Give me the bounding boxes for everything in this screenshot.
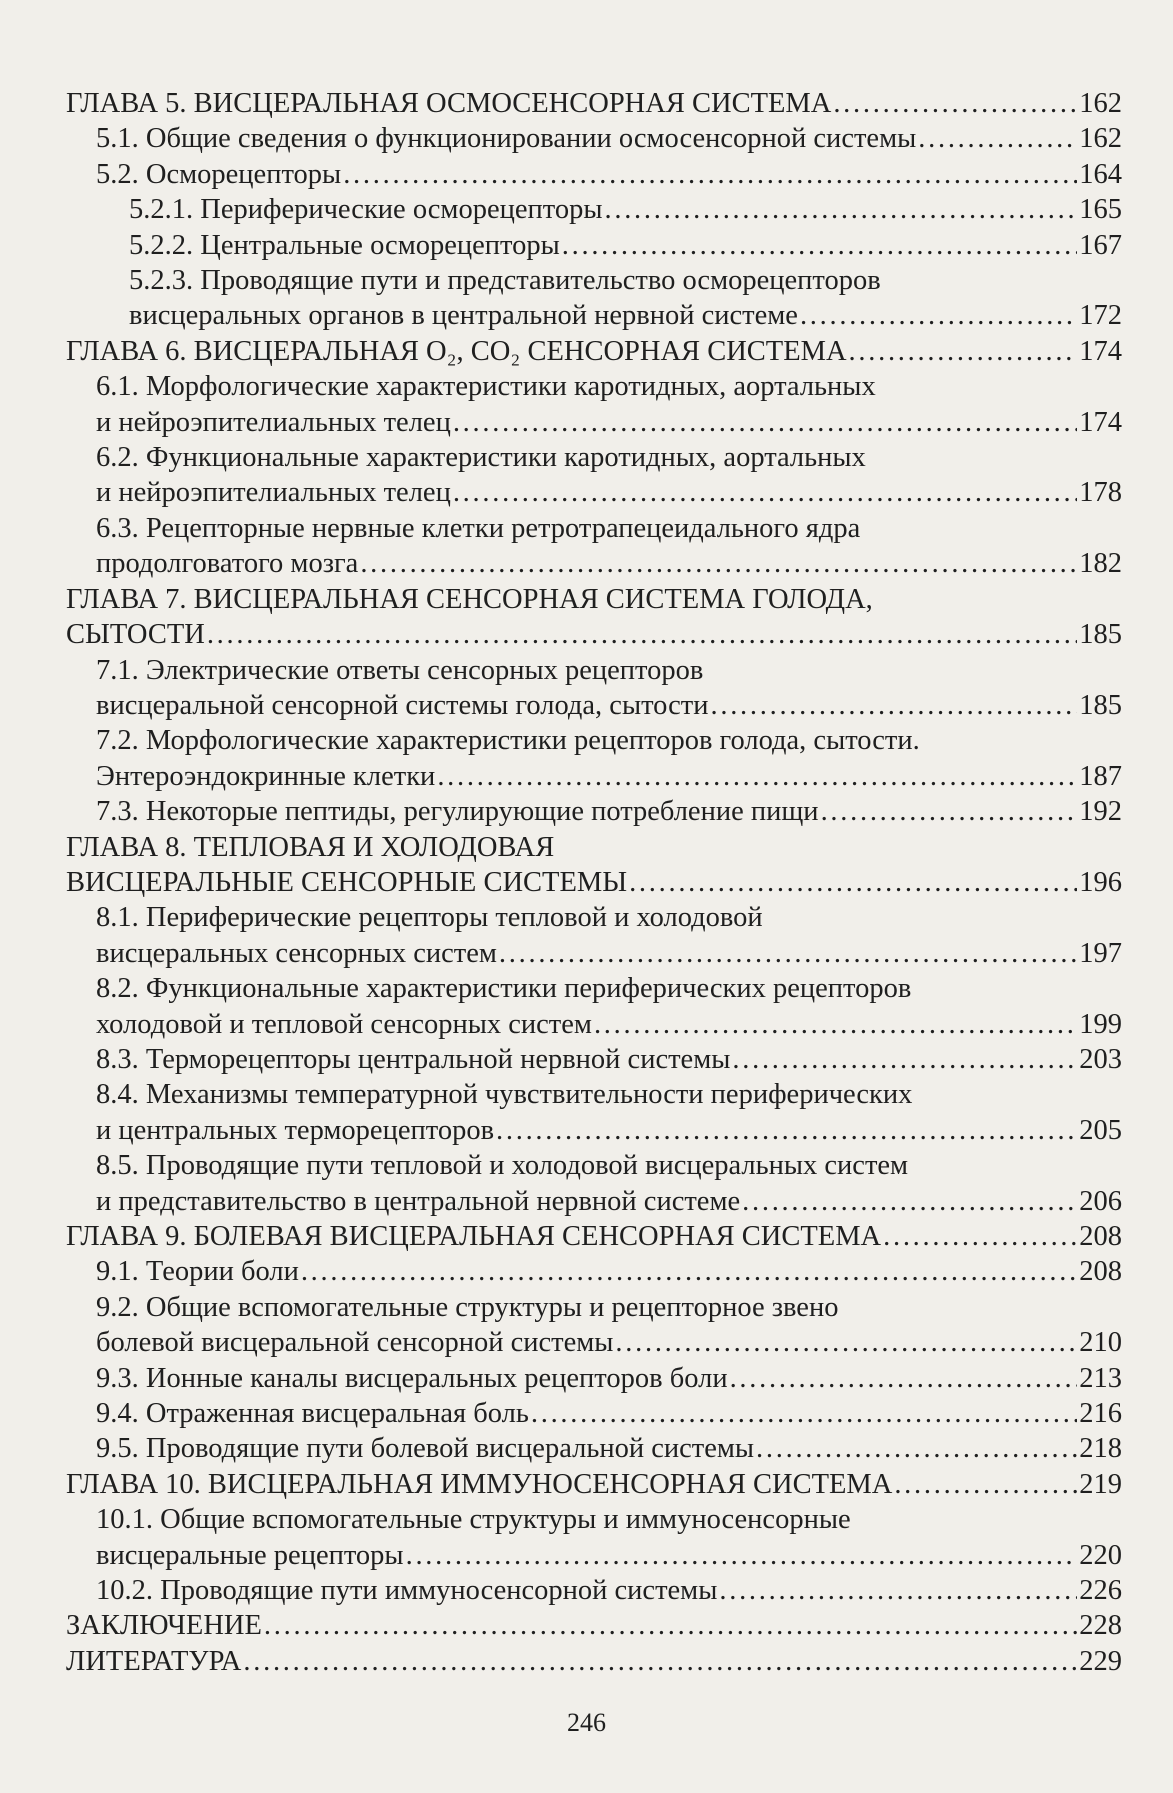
toc-line: 6.3. Рецепторные нервные клетки ретротрапецеидального ядра: [96, 512, 861, 544]
toc-entry-title: холодовой и тепловой сенсорных систем: [96, 1008, 592, 1040]
toc-entry-title: 9.5. Проводящие пути болевой висцеральной системы: [96, 1433, 755, 1465]
toc-page-number: 167: [1079, 229, 1122, 261]
dot-leader: [821, 794, 1078, 829]
toc-entry-line: [96, 1325, 1122, 1360]
toc-entry-line: [66, 1467, 1122, 1502]
toc-page-number: 174: [1079, 335, 1122, 367]
toc-page-number: 182: [1079, 548, 1122, 580]
toc-entry-line: [129, 192, 1122, 227]
toc-section: [66, 511, 1122, 582]
dot-leader: [360, 546, 1077, 581]
dot-leader: [594, 1007, 1077, 1042]
toc-page-number: 219: [1079, 1468, 1122, 1500]
toc-page-number: 197: [1079, 937, 1122, 969]
dot-leader: [207, 617, 1077, 652]
toc-line: 8.4. Механизмы температурной чувствительности периферических: [96, 1079, 913, 1111]
toc-page-number: 196: [1079, 866, 1122, 898]
toc-page-number: 199: [1079, 1008, 1122, 1040]
dot-leader: [742, 1184, 1077, 1219]
toc-chapter: [66, 1467, 1122, 1502]
dot-leader: [531, 1396, 1077, 1431]
dot-leader: [756, 1431, 1077, 1466]
toc-entry-title: 9.1. Теории боли: [96, 1256, 299, 1288]
toc-entry-line: [96, 688, 1122, 723]
toc-page-number: 210: [1079, 1327, 1122, 1359]
toc-subsection: [66, 192, 1122, 227]
toc-entry-title: продолговатого мозга: [96, 548, 359, 580]
toc-subsection: [66, 228, 1122, 263]
toc-section: [66, 971, 1122, 1042]
toc-page-number: 192: [1079, 796, 1122, 828]
toc-entry-line: [96, 1573, 1122, 1608]
toc-entry-title: висцеральные рецепторы: [96, 1539, 404, 1571]
dot-leader: [711, 688, 1078, 723]
toc-entry-title: висцеральных сенсорных систем: [96, 937, 497, 969]
toc-entry-line: [66, 617, 1122, 652]
toc-page-number: 162: [1079, 123, 1122, 155]
toc-entry-line: [96, 794, 1122, 829]
toc-page-number: 178: [1079, 477, 1122, 509]
toc-page-number: 226: [1079, 1575, 1122, 1607]
toc-entry-title: 5.2.1. Периферические осморецепторы: [129, 194, 603, 226]
dot-leader: [496, 1113, 1077, 1148]
toc-entry-title: ЛИТЕРАТУРА: [66, 1645, 242, 1677]
toc-page-number: 208: [1079, 1256, 1122, 1288]
toc-line: 8.2. Функциональные характеристики периферических рецепторов: [96, 973, 912, 1005]
dot-leader: [243, 1644, 1077, 1679]
toc-entry-title: висцеральных органов в центральной нервной системе: [129, 300, 798, 332]
toc-chapter: [66, 1219, 1122, 1254]
dot-leader: [730, 1361, 1078, 1396]
toc-section: [66, 157, 1122, 192]
page-number: 246: [567, 1708, 606, 1737]
toc-page-number: 174: [1079, 406, 1122, 438]
toc-chapter: [66, 582, 1122, 653]
toc-entry-line: [96, 121, 1122, 156]
dot-leader: [453, 405, 1077, 440]
toc-page-number: 205: [1079, 1114, 1122, 1146]
toc-line: ГЛАВА 7. ВИСЦЕРАЛЬНАЯ СЕНСОРНАЯ СИСТЕМА ГОЛОДА,: [66, 583, 873, 615]
toc-line: ГЛАВА 8. ТЕПЛОВАЯ И ХОЛОДОВАЯ: [66, 831, 555, 863]
toc-entry-line: [66, 1608, 1122, 1643]
toc-entry-title: ВИСЦЕРАЛЬНЫЕ СЕНСОРНЫЕ СИСТЕМЫ: [66, 866, 628, 898]
toc-chapter: [66, 1644, 1122, 1679]
toc-entry-line: [96, 405, 1122, 440]
toc-page-number: 228: [1079, 1610, 1122, 1642]
toc-page-number: 164: [1079, 158, 1122, 190]
toc-chapter: [66, 830, 1122, 901]
dot-leader: [883, 1219, 1077, 1254]
toc-entry-title: 7.3. Некоторые пептиды, регулирующие потребление пищи: [96, 796, 819, 828]
toc-entry-line: [66, 334, 1122, 369]
toc-entry-title: 5.1. Общие сведения о функционировании осмосенсорной системы: [96, 123, 917, 155]
toc-entry-title: 8.3. Терморецепторы центральной нервной системы: [96, 1043, 731, 1075]
toc-page-number: 213: [1079, 1362, 1122, 1394]
toc-line: 7.1. Электрические ответы сенсорных рецепторов: [96, 654, 704, 686]
toc-entry-title: Энтероэндокринные клетки: [96, 760, 436, 792]
toc-section: [66, 723, 1122, 794]
toc-page-number: 187: [1079, 760, 1122, 792]
toc-line: 7.2. Морфологические характеристики рецепторов голода, сытости.: [96, 725, 920, 757]
toc-chapter: [66, 86, 1122, 121]
dot-leader: [264, 1608, 1077, 1643]
toc-section: [66, 1573, 1122, 1608]
toc-page-number: 218: [1079, 1433, 1122, 1465]
toc-page-number: 165: [1079, 194, 1122, 226]
toc-entry-line: [66, 1644, 1122, 1679]
toc-section: [66, 900, 1122, 971]
dot-leader: [894, 1467, 1077, 1502]
toc-entry-title: висцеральной сенсорной системы голода, сытости: [96, 689, 709, 721]
toc-line: 6.1. Морфологические характеристики каротидных, аортальных: [96, 371, 876, 403]
toc-chapter: [66, 334, 1122, 369]
toc-entry-line: [96, 475, 1122, 510]
toc-entry-line: [66, 1219, 1122, 1254]
dot-leader: [605, 192, 1078, 227]
dot-leader: [562, 228, 1077, 263]
toc-section: [66, 1148, 1122, 1219]
toc-entry-line: [66, 865, 1122, 900]
dot-leader: [615, 1325, 1077, 1360]
dot-leader: [437, 759, 1077, 794]
toc-entry-title: ЗАКЛЮЧЕНИЕ: [66, 1610, 262, 1642]
dot-leader: [453, 475, 1077, 510]
toc-entry-line: [96, 1396, 1122, 1431]
toc-page-number: 216: [1079, 1398, 1122, 1430]
toc-section: [66, 653, 1122, 724]
toc-section: [66, 369, 1122, 440]
toc-entry-title: 5.2. Осморецепторы: [96, 158, 342, 190]
toc-entry-title: 9.3. Ионные каналы висцеральных рецепторов боли: [96, 1362, 728, 1394]
toc-entry-title: 10.2. Проводящие пути иммуносенсорной системы: [96, 1575, 718, 1607]
toc-entry-title: ГЛАВА 9. БОЛЕВАЯ ВИСЦЕРАЛЬНАЯ СЕНСОРНАЯ СИСТЕМА: [66, 1221, 882, 1252]
toc-page-number: 172: [1079, 300, 1122, 332]
toc-page-number: 208: [1079, 1221, 1122, 1252]
dot-leader: [833, 86, 1077, 121]
toc-entry-line: [96, 1007, 1122, 1042]
toc-entry-title: 9.4. Отраженная висцеральная боль: [96, 1398, 529, 1430]
toc-line: 10.1. Общие вспомогательные структуры и иммуносенсорные: [96, 1504, 851, 1536]
toc-section: [66, 1077, 1122, 1148]
toc-page-number: 162: [1079, 88, 1122, 119]
dot-leader: [406, 1538, 1078, 1573]
toc-entry-title: ГЛАВА 5. ВИСЦЕРАЛЬНАЯ ОСМОСЕНСОРНАЯ СИСТЕМА: [66, 88, 832, 119]
toc-entry-line: [96, 1538, 1122, 1573]
dot-leader: [499, 936, 1077, 971]
toc-page-number: 206: [1079, 1185, 1122, 1217]
toc-entry-title: и нейроэпителиальных телец: [96, 406, 451, 438]
toc-entry-title: и нейроэпителиальных телец: [96, 477, 451, 509]
toc-entry-line: [96, 546, 1122, 581]
toc-page-number: 185: [1079, 619, 1122, 651]
dot-leader: [800, 298, 1077, 333]
toc-page-number: 203: [1079, 1043, 1122, 1075]
toc-chapter: [66, 1608, 1122, 1643]
dot-leader: [732, 1042, 1077, 1077]
toc-section: [66, 1502, 1122, 1573]
toc-line: 5.2.3. Проводящие пути и представительство осморецепторов: [129, 265, 881, 297]
dot-leader: [719, 1573, 1077, 1608]
toc-entry-line: [96, 157, 1122, 192]
toc-entry-title: СЫТОСТИ: [66, 619, 205, 651]
toc-page-number: 220: [1079, 1539, 1122, 1571]
toc-entry-title: и представительство в центральной нервной системе: [96, 1185, 741, 1217]
toc-entry-title: и центральных терморецепторов: [96, 1114, 495, 1146]
toc-line: 6.2. Функциональные характеристики каротидных, аортальных: [96, 442, 866, 474]
toc-page-number: 229: [1079, 1645, 1122, 1677]
toc-entry-line: [96, 1042, 1122, 1077]
toc-entry-title: ГЛАВА 6. ВИСЦЕРАЛЬНАЯ O₂, CO₂ СЕНСОРНАЯ СИСТЕМА: [66, 335, 847, 367]
toc-entry-title: ГЛАВА 10. ВИСЦЕРАЛЬНАЯ ИММУНОСЕНСОРНАЯ СИСТЕМА: [66, 1468, 893, 1500]
toc-section: [66, 1290, 1122, 1361]
toc-section: [66, 1431, 1122, 1466]
toc-page-number: 185: [1079, 689, 1122, 721]
toc-section: [66, 1042, 1122, 1077]
toc-section: [66, 440, 1122, 511]
dot-leader: [918, 121, 1077, 156]
toc-entry-line: [96, 759, 1122, 794]
toc-section: [66, 1254, 1122, 1289]
toc-entry-line: [96, 936, 1122, 971]
dot-leader: [849, 334, 1078, 369]
toc-line: 9.2. Общие вспомогательные структуры и рецепторное звено: [96, 1291, 839, 1323]
toc-line: 8.1. Периферические рецепторы тепловой и холодовой: [96, 902, 763, 934]
table-of-contents: [66, 86, 1122, 1679]
toc-entry-line: [129, 298, 1122, 333]
toc-entry-line: [129, 228, 1122, 263]
toc-entry-line: [96, 1113, 1122, 1148]
toc-entry-line: [96, 1361, 1122, 1396]
toc-entry-line: [96, 1184, 1122, 1219]
toc-section: [66, 1396, 1122, 1431]
toc-entry-line: [66, 86, 1122, 121]
toc-line: 8.5. Проводящие пути тепловой и холодовой висцеральных систем: [96, 1150, 909, 1182]
toc-entry-line: [96, 1431, 1122, 1466]
dot-leader: [301, 1254, 1077, 1289]
dot-leader: [343, 157, 1077, 192]
toc-entry-title: болевой висцеральной сенсорной системы: [96, 1327, 614, 1359]
toc-subsection: [66, 263, 1122, 334]
toc-entry-line: [96, 1254, 1122, 1289]
toc-section: [66, 1361, 1122, 1396]
toc-entry-title: 5.2.2. Центральные осморецепторы: [129, 229, 560, 261]
toc-section: [66, 794, 1122, 829]
toc-section: [66, 121, 1122, 156]
dot-leader: [629, 865, 1077, 900]
